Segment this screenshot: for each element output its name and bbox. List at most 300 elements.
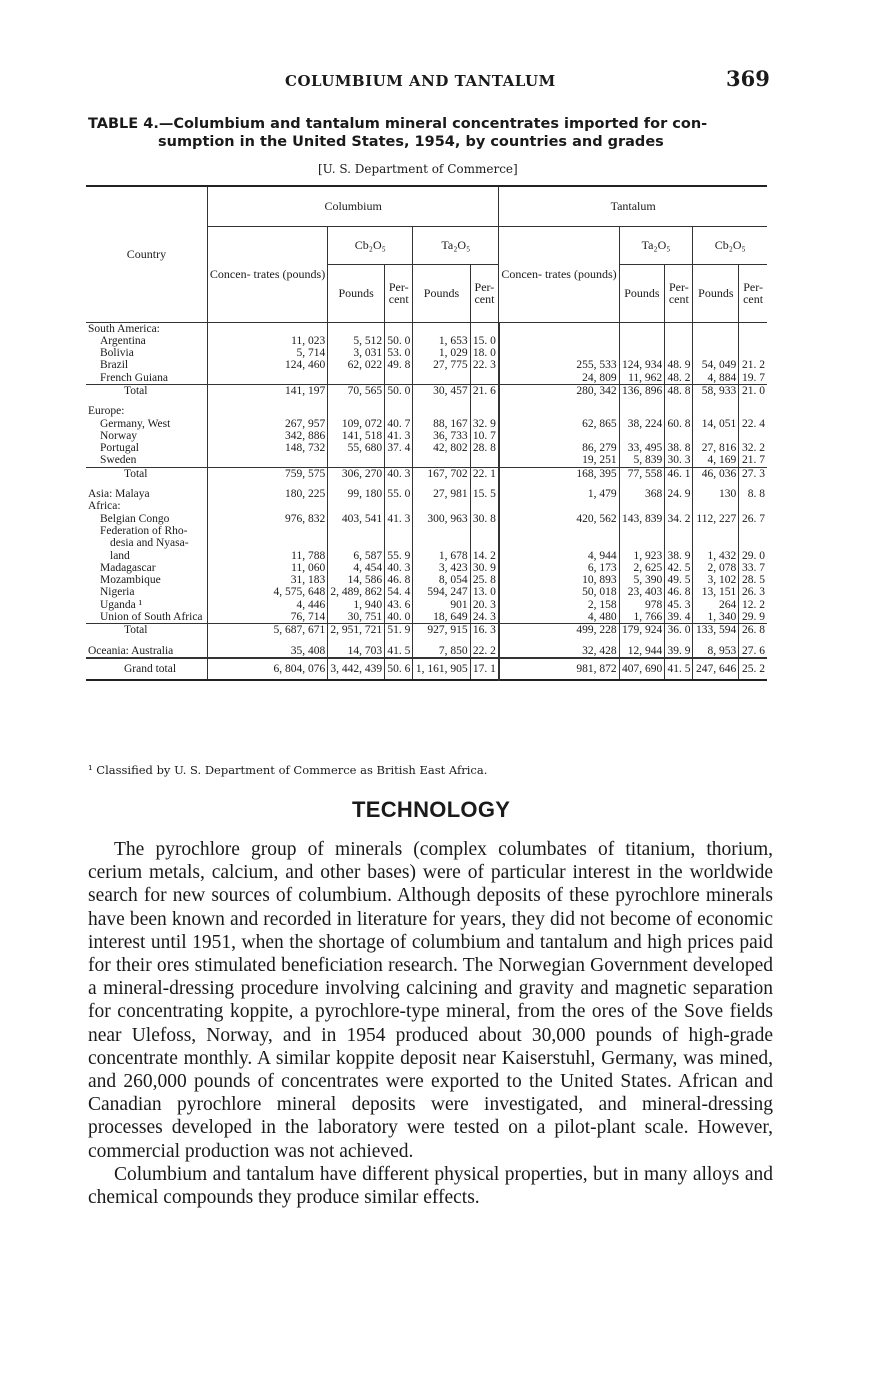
table-row <box>86 574 767 586</box>
table-row <box>86 537 767 549</box>
value-cell <box>693 405 739 417</box>
value-cell: 22. 3 <box>470 359 499 371</box>
value-cell <box>739 347 767 359</box>
value-cell <box>413 454 470 467</box>
value-cell <box>328 405 385 417</box>
table-row <box>86 347 767 359</box>
table-title-line2: sumption in the United States, 1954, by countries and grades <box>158 134 664 150</box>
value-cell <box>665 430 693 442</box>
value-cell: 46. 8 <box>665 586 693 598</box>
value-cell: 300, 963 <box>413 513 470 525</box>
header-percent: Per- cent <box>470 264 499 322</box>
value-cell: 48. 8 <box>665 384 693 397</box>
value-cell: 39. 9 <box>665 645 693 658</box>
value-cell <box>693 537 739 549</box>
value-cell: 4, 944 <box>499 550 619 562</box>
value-cell: 18, 649 <box>413 611 470 624</box>
table-group-row <box>86 500 767 512</box>
country-cell: South America: <box>88 322 160 335</box>
body-text <box>88 838 773 1209</box>
value-cell: 50. 0 <box>385 335 413 347</box>
value-cell: 141, 518 <box>328 430 385 442</box>
value-cell: 22. 2 <box>470 645 499 658</box>
value-cell: 36. 0 <box>665 624 693 637</box>
value-cell: 15. 0 <box>470 335 499 347</box>
paragraph: The pyrochlore group of minerals (complex columbates of titanium, thorium, cerium metals, calcium, and other bases) were of particular interest in the worldwide search for new sources of columbium. Although deposits of these pyrochlore minerals have been known and recorded in literature for years, they did not become of economic interest until 1951, when the shortage of columbium and tantalum and high prices paid for their ores stimulated beneficiation research. The Norwegian Government developed a mineral-dressing procedure involving calcining and gravity and magnetic separation for concentrating koppite, a pyrochlore-type mineral, from the ores of the Sove fields near Ulefoss, Norway, and in 1954 produced about 30,000 pounds of high-grade concentrate monthly. A similar koppite deposit near Kaiserstuhl, Germany, was mined, and 260,000 pounds of concentrates were exported to the United States. African and Canadian pyrochlore mineral deposits were investigated, and mineral-dressing processes developed in the laboratory were tested on a pilot-plant scale. However, commercial production was not achieved. <box>88 839 773 1162</box>
value-cell: 368 <box>619 488 665 500</box>
value-cell <box>619 537 665 549</box>
country-cell: Grand total <box>86 658 207 680</box>
country-cell: Mozambique <box>100 574 161 587</box>
country-cell: Federation of Rho- <box>100 524 188 537</box>
header-pounds: Pounds <box>619 264 665 322</box>
value-cell <box>413 372 470 385</box>
value-cell <box>739 335 767 347</box>
table-group-row <box>86 405 767 417</box>
country-cell: Total <box>86 624 207 637</box>
value-cell: 927, 915 <box>413 624 470 637</box>
value-cell <box>693 335 739 347</box>
value-cell: 3, 031 <box>328 347 385 359</box>
value-cell: 13, 151 <box>693 586 739 598</box>
value-cell: 2, 078 <box>693 562 739 574</box>
value-cell: 38. 9 <box>665 550 693 562</box>
running-head: COLUMBIUM AND TANTALUM <box>285 72 556 90</box>
value-cell <box>470 454 499 467</box>
value-cell <box>619 405 665 417</box>
table-body <box>86 322 767 680</box>
country-cell: land <box>110 549 130 562</box>
value-cell: 33, 495 <box>619 442 665 454</box>
header-pounds: Pounds <box>413 264 470 322</box>
value-cell <box>207 500 327 512</box>
table-row <box>86 335 767 347</box>
value-cell: 14, 703 <box>328 645 385 658</box>
value-cell: 11, 060 <box>207 562 327 574</box>
value-cell <box>665 335 693 347</box>
value-cell <box>385 500 413 512</box>
spacer-cell <box>207 480 327 488</box>
spacer-cell <box>328 480 385 488</box>
country-cell: Total <box>86 467 207 480</box>
value-cell: 24. 3 <box>470 611 499 624</box>
table-row <box>86 359 767 371</box>
value-cell: 5, 714 <box>207 347 327 359</box>
value-cell <box>328 322 385 335</box>
value-cell: 1, 653 <box>413 335 470 347</box>
spacer-cell <box>619 397 665 405</box>
value-cell: 50, 018 <box>499 586 619 598</box>
header-tantalum: Tantalum <box>499 186 767 226</box>
value-cell: 6, 587 <box>328 550 385 562</box>
table-row <box>86 372 767 385</box>
value-cell <box>619 500 665 512</box>
table-row <box>86 562 767 574</box>
value-cell: 4, 446 <box>207 599 327 611</box>
value-cell: 759, 575 <box>207 467 327 480</box>
spacer-cell <box>413 637 470 645</box>
imports-table <box>86 185 767 681</box>
spacer-cell <box>470 480 499 488</box>
value-cell: 60. 8 <box>665 418 693 430</box>
header-pounds: Pounds <box>693 264 739 322</box>
value-cell: 4, 454 <box>328 562 385 574</box>
section-heading: TECHNOLOGY <box>352 797 511 822</box>
value-cell: 77, 558 <box>619 467 665 480</box>
value-cell: 407, 690 <box>619 658 665 680</box>
value-cell <box>385 322 413 335</box>
value-cell: 143, 839 <box>619 513 665 525</box>
value-cell: 1, 479 <box>499 488 619 500</box>
header-percent: Per- cent <box>385 264 413 322</box>
value-cell <box>207 537 327 549</box>
spacer-cell <box>693 397 739 405</box>
value-cell: 22. 1 <box>470 467 499 480</box>
spacer-cell <box>499 480 619 488</box>
value-cell <box>328 525 385 537</box>
spacer-cell <box>86 397 207 405</box>
table-row <box>86 525 767 537</box>
value-cell: 124, 460 <box>207 359 327 371</box>
country-cell: Nigeria <box>100 586 135 599</box>
country-cell: Brazil <box>100 359 129 372</box>
spacer-cell <box>413 397 470 405</box>
value-cell: 32, 428 <box>499 645 619 658</box>
value-cell <box>499 537 619 549</box>
paragraph: Columbium and tantalum have different physical properties, but in many alloys and chemical compounds they produce similar effects. <box>88 1163 773 1209</box>
value-cell: 499, 228 <box>499 624 619 637</box>
value-cell: 11, 023 <box>207 335 327 347</box>
value-cell: 5, 839 <box>619 454 665 467</box>
value-cell <box>665 322 693 335</box>
value-cell: 55. 0 <box>385 488 413 500</box>
value-cell: 41. 5 <box>385 645 413 658</box>
value-cell: 306, 270 <box>328 467 385 480</box>
value-cell: 280, 342 <box>499 384 619 397</box>
value-cell: 130 <box>693 488 739 500</box>
value-cell <box>385 372 413 385</box>
table-row <box>86 513 767 525</box>
spacer-cell <box>619 480 665 488</box>
value-cell <box>328 537 385 549</box>
value-cell: 28. 5 <box>739 574 767 586</box>
value-cell: 2, 489, 862 <box>328 586 385 598</box>
value-cell: 148, 732 <box>207 442 327 454</box>
value-cell: 55. 9 <box>385 550 413 562</box>
value-cell <box>413 537 470 549</box>
value-cell: 11, 962 <box>619 372 665 385</box>
value-cell <box>739 537 767 549</box>
value-cell: 179, 924 <box>619 624 665 637</box>
header-country: Country <box>86 186 207 322</box>
value-cell: 30, 457 <box>413 384 470 397</box>
value-cell <box>739 322 767 335</box>
value-cell: 109, 072 <box>328 418 385 430</box>
value-cell: 6, 173 <box>499 562 619 574</box>
spacer-cell <box>665 637 693 645</box>
country-cell: Portugal <box>100 442 139 455</box>
value-cell: 22. 4 <box>739 418 767 430</box>
table-spacer <box>86 637 767 645</box>
value-cell: 247, 646 <box>693 658 739 680</box>
value-cell: 4, 884 <box>693 372 739 385</box>
table-total-row <box>86 467 767 480</box>
value-cell: 4, 480 <box>499 611 619 624</box>
spacer-cell <box>665 397 693 405</box>
value-cell: 13. 0 <box>470 586 499 598</box>
header-columbium: Columbium <box>207 186 498 226</box>
value-cell: 403, 541 <box>328 513 385 525</box>
table-row <box>86 418 767 430</box>
value-cell: 46. 1 <box>665 467 693 480</box>
value-cell: 978 <box>619 599 665 611</box>
spacer-cell <box>739 637 767 645</box>
value-cell: 267, 957 <box>207 418 327 430</box>
spacer-cell <box>385 480 413 488</box>
spacer-cell <box>470 397 499 405</box>
value-cell: 38. 8 <box>665 442 693 454</box>
value-cell: 41. 5 <box>665 658 693 680</box>
value-cell: 30. 9 <box>470 562 499 574</box>
value-cell: 8, 054 <box>413 574 470 586</box>
value-cell <box>665 525 693 537</box>
value-cell <box>413 405 470 417</box>
value-cell: 7, 850 <box>413 645 470 658</box>
table-row <box>86 442 767 454</box>
value-cell: 32. 2 <box>739 442 767 454</box>
value-cell: 5, 687, 671 <box>207 624 327 637</box>
value-cell <box>385 525 413 537</box>
value-cell: 46. 8 <box>385 574 413 586</box>
value-cell <box>499 347 619 359</box>
value-cell: 25. 8 <box>470 574 499 586</box>
value-cell: 50. 6 <box>385 658 413 680</box>
value-cell: 55, 680 <box>328 442 385 454</box>
country-cell: Europe: <box>88 405 125 418</box>
value-cell: 1, 678 <box>413 550 470 562</box>
value-cell: 1, 766 <box>619 611 665 624</box>
value-cell: 594, 247 <box>413 586 470 598</box>
value-cell: 34. 2 <box>665 513 693 525</box>
value-cell: 6, 804, 076 <box>207 658 327 680</box>
table-row <box>86 454 767 467</box>
country-cell: Oceania: Australia <box>88 644 174 657</box>
value-cell: 1, 432 <box>693 550 739 562</box>
value-cell: 41. 3 <box>385 513 413 525</box>
value-cell <box>413 525 470 537</box>
value-cell: 27, 816 <box>693 442 739 454</box>
value-cell <box>693 430 739 442</box>
value-cell: 19, 251 <box>499 454 619 467</box>
value-cell: 136, 896 <box>619 384 665 397</box>
spacer-cell <box>86 480 207 488</box>
value-cell: 15. 5 <box>470 488 499 500</box>
value-cell: 981, 872 <box>499 658 619 680</box>
value-cell: 32. 9 <box>470 418 499 430</box>
spacer-cell <box>207 397 327 405</box>
table-grand-total-row <box>86 658 767 680</box>
value-cell: 21. 6 <box>470 384 499 397</box>
spacer-cell <box>665 480 693 488</box>
value-cell: 62, 865 <box>499 418 619 430</box>
country-cell: Asia: Malaya <box>88 488 150 501</box>
spacer-cell <box>385 637 413 645</box>
value-cell: 1, 923 <box>619 550 665 562</box>
value-cell <box>499 525 619 537</box>
value-cell: 40. 3 <box>385 562 413 574</box>
value-cell: 8, 953 <box>693 645 739 658</box>
value-cell <box>499 335 619 347</box>
value-cell: 901 <box>413 599 470 611</box>
value-cell: 28. 8 <box>470 442 499 454</box>
country-cell: Belgian Congo <box>100 512 170 525</box>
value-cell <box>739 430 767 442</box>
value-cell: 31, 183 <box>207 574 327 586</box>
value-cell: 20. 3 <box>470 599 499 611</box>
value-cell <box>665 500 693 512</box>
country-cell: Germany, West <box>100 417 171 430</box>
value-cell: 1, 029 <box>413 347 470 359</box>
value-cell: 10, 893 <box>499 574 619 586</box>
value-cell: 27. 6 <box>739 645 767 658</box>
table-row <box>86 586 767 598</box>
value-cell: 50. 0 <box>385 384 413 397</box>
value-cell: 168, 395 <box>499 467 619 480</box>
value-cell <box>328 454 385 467</box>
value-cell: 2, 158 <box>499 599 619 611</box>
value-cell <box>693 500 739 512</box>
header-ta-ta2o5: Ta₂O₅ <box>619 226 693 264</box>
header-ta-cb2o5: Cb₂O₅ <box>693 226 767 264</box>
value-cell: 41. 3 <box>385 430 413 442</box>
value-cell: 1, 940 <box>328 599 385 611</box>
value-cell: 29. 9 <box>739 611 767 624</box>
value-cell: 264 <box>693 599 739 611</box>
value-cell: 10. 7 <box>470 430 499 442</box>
value-cell: 27, 775 <box>413 359 470 371</box>
country-cell: Argentina <box>100 334 146 347</box>
table-row <box>86 430 767 442</box>
value-cell: 2, 625 <box>619 562 665 574</box>
value-cell: 21. 0 <box>739 384 767 397</box>
spacer-cell <box>385 397 413 405</box>
value-cell <box>665 405 693 417</box>
value-cell: 35, 408 <box>207 645 327 658</box>
value-cell: 25. 2 <box>739 658 767 680</box>
value-cell <box>470 405 499 417</box>
value-cell: 12, 944 <box>619 645 665 658</box>
value-cell: 1, 161, 905 <box>413 658 470 680</box>
value-cell: 76, 714 <box>207 611 327 624</box>
table-spacer <box>86 480 767 488</box>
country-cell: Bolivia <box>100 347 134 360</box>
table-source: [U. S. Department of Commerce] <box>318 162 518 176</box>
value-cell: 14. 2 <box>470 550 499 562</box>
table-total-row <box>86 624 767 637</box>
value-cell: 36, 733 <box>413 430 470 442</box>
value-cell: 30. 3 <box>665 454 693 467</box>
table-row <box>86 645 767 658</box>
value-cell: 21. 2 <box>739 359 767 371</box>
value-cell: 4, 575, 648 <box>207 586 327 598</box>
value-cell: 54. 4 <box>385 586 413 598</box>
value-cell: 1, 340 <box>693 611 739 624</box>
value-cell: 40. 7 <box>385 418 413 430</box>
spacer-cell <box>739 397 767 405</box>
header-cb-concentrates: Concen- trates (pounds) <box>207 226 327 322</box>
value-cell: 42. 5 <box>665 562 693 574</box>
spacer-cell <box>619 637 665 645</box>
header-cb-ta2o5: Ta₂O₅ <box>413 226 499 264</box>
country-cell: Total <box>86 384 207 397</box>
value-cell <box>385 537 413 549</box>
value-cell: 124, 934 <box>619 359 665 371</box>
table-title <box>88 115 788 151</box>
value-cell: 4, 169 <box>693 454 739 467</box>
value-cell: 54, 049 <box>693 359 739 371</box>
country-cell: Union of South Africa <box>100 611 203 624</box>
value-cell: 976, 832 <box>207 513 327 525</box>
header-ta-concentrates: Concen- trates (pounds) <box>499 226 619 322</box>
value-cell: 255, 533 <box>499 359 619 371</box>
value-cell: 45. 3 <box>665 599 693 611</box>
value-cell: 30. 8 <box>470 513 499 525</box>
value-cell: 26. 7 <box>739 513 767 525</box>
value-cell <box>470 372 499 385</box>
header-percent: Per- cent <box>665 264 693 322</box>
value-cell <box>385 454 413 467</box>
value-cell: 37. 4 <box>385 442 413 454</box>
value-cell: 24. 9 <box>665 488 693 500</box>
value-cell: 112, 227 <box>693 513 739 525</box>
value-cell <box>693 322 739 335</box>
value-cell: 5, 512 <box>328 335 385 347</box>
spacer-cell <box>413 480 470 488</box>
value-cell: 88, 167 <box>413 418 470 430</box>
value-cell: 43. 6 <box>385 599 413 611</box>
value-cell: 18. 0 <box>470 347 499 359</box>
value-cell: 167, 702 <box>413 467 470 480</box>
value-cell <box>739 525 767 537</box>
header-pounds: Pounds <box>328 264 385 322</box>
value-cell: 48. 9 <box>665 359 693 371</box>
value-cell <box>619 430 665 442</box>
value-cell: 27. 3 <box>739 467 767 480</box>
table-row <box>86 488 767 500</box>
value-cell <box>665 537 693 549</box>
value-cell: 420, 562 <box>499 513 619 525</box>
value-cell <box>413 500 470 512</box>
value-cell <box>619 335 665 347</box>
value-cell: 16. 3 <box>470 624 499 637</box>
spacer-cell <box>739 480 767 488</box>
value-cell <box>470 537 499 549</box>
header-percent: Per- cent <box>739 264 767 322</box>
value-cell: 14, 586 <box>328 574 385 586</box>
value-cell: 3, 442, 439 <box>328 658 385 680</box>
country-cell: Norway <box>100 429 138 442</box>
value-cell: 38, 224 <box>619 418 665 430</box>
value-cell <box>665 347 693 359</box>
value-cell <box>385 405 413 417</box>
header-cb-cb2o5: Cb₂O₅ <box>328 226 413 264</box>
value-cell: 29. 0 <box>739 550 767 562</box>
value-cell: 40. 0 <box>385 611 413 624</box>
table-title-line1: TABLE 4.—Columbium and tantalum mineral concentrates imported for con- <box>88 116 708 132</box>
value-cell: 12. 2 <box>739 599 767 611</box>
value-cell: 3, 102 <box>693 574 739 586</box>
value-cell <box>499 405 619 417</box>
